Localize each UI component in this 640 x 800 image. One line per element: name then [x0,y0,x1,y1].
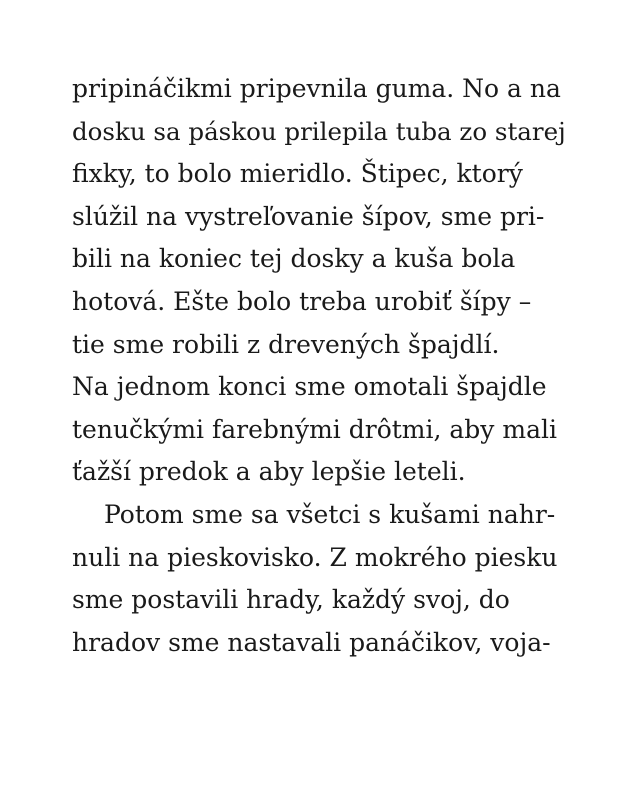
paragraph-first-line: Potom sme sa všetci s kušami nahr- [104,499,556,529]
text-line: fixky, to bolo mieridlo. Štipec, ktorý [72,159,523,189]
text-line: hradov sme nastavali panáčikov, voja- [72,627,551,657]
text-line: hotová. Ešte bolo treba urobiť šípy – [72,286,532,316]
text-line: pripináčikmi pripevnila guma. No a na [72,74,561,103]
body-text [72,68,572,664]
text-line: Na jednom konci sme omotali špajdle [72,372,547,402]
text-line: dosku sa páskou prilepila tuba zo starej [72,116,566,146]
text-line: slúžil na vystreľovanie šípov, sme pri- [72,201,545,231]
text-line: sme postavili hrady, každý svoj, do [72,585,510,615]
text-line: nuli na pieskovisko. Z mokrého piesku [72,542,558,572]
text-line: tie sme robili z drevených špajdlí. [72,329,500,359]
text-line: ťažší predok a aby lepšie leteli. [72,457,466,487]
text-line: tenučkými farebnými drôtmi, aby mali [72,414,557,444]
text-line: bili na koniec tej dosky a kuša bola [72,244,516,274]
